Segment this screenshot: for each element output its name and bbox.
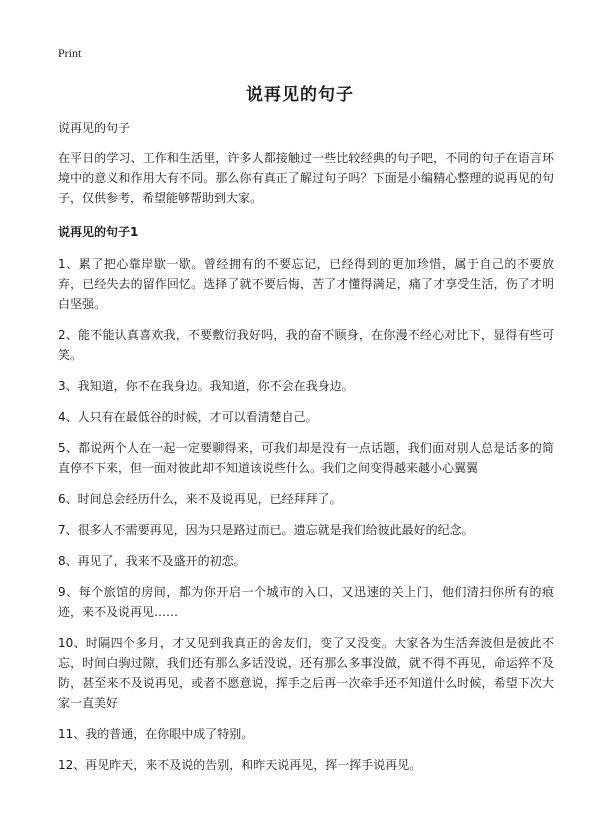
sentence-list	[58, 254, 554, 775]
list-item: 5、都说两个人在一起一定要聊得来，可我们却是没有一点话题，我们面对别人总是话多的简直停不下来，但一面对彼此却不知道该说些什么。我们之间变得越来越小心翼翼	[58, 441, 554, 475]
list-item: 1、累了把心靠岸歇一歇。曾经拥有的不要忘记，已经得到的更加珍惜，属于自己的不要放弃，已经失去的留作回忆。选择了就不要后悔，苦了才懂得满足，痛了才享受生活，伤了才明白坚强。	[58, 257, 554, 311]
list-item: 6、时间总会经历什么，来不及说再见，已经拜拜了。	[58, 492, 342, 506]
document-subtitle: 说再见的句子	[58, 121, 131, 135]
list-item: 10、时隔四个多月，才又见到我真正的舍友们，变了又没变。大家各为生活奔波但是彼此不忘，时间白驹过隙，我们还有那么多话没说，还有那么多事没做，就不得不再见，命运猝不及防，甚至来不及说再见，或者不愿意说，挥手之后再一次牵手还不知道什么时候，希望下次大家一直美好	[58, 636, 554, 710]
section-heading: 说再见的句子1	[58, 225, 139, 239]
list-item: 3、我知道，你不在我身边。我知道，你不会在我身边。	[58, 379, 354, 393]
intro-paragraph: 在平日的学习、工作和生活里，许多人都接触过一些比较经典的句子吧，不同的句子在语言环境中的意义和作用大有不同。那么你有真正了解过句子吗？下面是小编精心整理的说再见的句子，仅供参考，希望能够帮助到大家。	[58, 151, 554, 205]
list-item: 7、很多人不需要再见，因为只是路过而已。遗忘就是我们给彼此最好的纪念。	[58, 523, 474, 537]
list-item: 4、人只有在最低谷的时候，才可以看清楚自己。	[58, 410, 318, 424]
document-body	[58, 118, 554, 786]
list-item: 2、能不能认真喜欢我，不要敷衍我好吗，我的奋不顾身，在你漫不经心对比下，显得有些可笑。	[58, 328, 554, 362]
print-link[interactable]: Print	[58, 46, 82, 60]
list-item: 12、再见昨天，来不及说的告别，和昨天说再见，挥一挥手说再见。	[58, 758, 422, 772]
page-title: 说再见的句子	[246, 85, 354, 105]
list-item: 9、每个旅馆的房间，都为你开启一个城市的入口，又迅速的关上门，他们清扫你所有的痕迹，来不及说再见……	[58, 585, 554, 619]
list-item: 11、我的普通，在你眼中成了特别。	[58, 727, 254, 741]
list-item: 8、再见了，我来不及盛开的初恋。	[58, 554, 246, 568]
